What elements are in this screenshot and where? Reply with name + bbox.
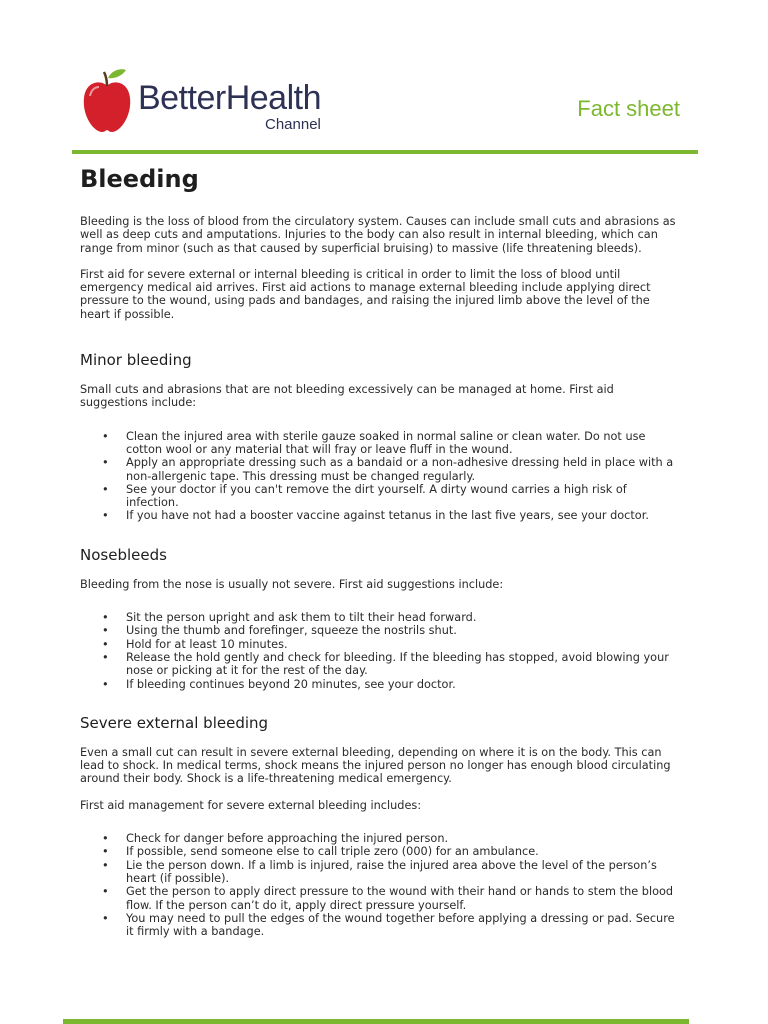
section-paragraph: Even a small cut can result in severe external bleeding, depending on where it is on the body. This can lead to shock. In medical terms, shock means the injured person no longer has enough blood circulating around their body. Shock is a life-threatening medical emergency.	[80, 745, 671, 786]
minor-bleeding-list	[80, 430, 680, 523]
list-item: • Lie the person down. If a limb is injured, raise the injured area above the level of the person’s heart (if possible).	[80, 859, 680, 886]
list-item: • If bleeding continues beyond 20 minutes, see your doctor.	[80, 678, 680, 691]
list-item: • If you have not had a booster vaccine against tetanus in the last five years, see your doctor.	[80, 509, 680, 522]
list-item: • Check for danger before approaching the injured person.	[80, 832, 680, 845]
brand-subtitle: Channel	[265, 116, 321, 133]
intro-paragraph: First aid for severe external or internal bleeding is critical in order to limit the loss of blood until emergency medical aid arrives. First aid actions to manage external bleeding include applying direct pressure to the wound, using pads and bandages, and raising the injured limb above the level of the heart if possible.	[80, 267, 651, 321]
section-paragraph: Small cuts and abrasions that are not bleeding excessively can be managed at home. First aid suggestions include:	[80, 383, 614, 410]
brand-logo	[138, 79, 321, 133]
page-title: Bleeding	[80, 165, 199, 193]
header	[80, 66, 680, 146]
list-item: • Get the person to apply direct pressure to the wound with their hand or hands to stem the blood flow. If the person can’t do it, apply direct pressure yourself.	[80, 885, 680, 912]
list-item: • See your doctor if you can't remove the dirt yourself. A dirty wound carries a high risk of infection.	[80, 483, 680, 510]
section-paragraph: Bleeding from the nose is usually not severe. First aid suggestions include:	[80, 577, 504, 591]
brand-name: BetterHealth	[138, 79, 321, 117]
main-content	[80, 164, 680, 938]
apple-logo-icon	[80, 66, 134, 136]
list-item: • Apply an appropriate dressing such as a bandaid or a non-adhesive dressing held in place with a non-allergenic tape. This dressing must be changed regularly.	[80, 456, 680, 483]
section-heading-minor: Minor bleeding	[80, 351, 192, 370]
section-heading-severe: Severe external bleeding	[80, 713, 269, 732]
header-divider	[72, 150, 698, 154]
severe-bleeding-list	[80, 832, 680, 938]
list-item: • Hold for at least 10 minutes.	[80, 638, 680, 651]
list-item: • Release the hold gently and check for bleeding. If the bleeding has stopped, avoid blowing your nose or picking at it for the rest of the day.	[80, 651, 680, 678]
section-paragraph: First aid management for severe external bleeding includes:	[80, 798, 422, 812]
doc-type-label: Fact sheet	[577, 96, 680, 121]
nosebleeds-list	[80, 611, 680, 691]
list-item: • Using the thumb and forefinger, squeeze the nostrils shut.	[80, 624, 680, 637]
intro-paragraph: Bleeding is the loss of blood from the circulatory system. Causes can include small cuts and abrasions as well as deep cuts and amputations. Injuries to the body can also result in internal bleeding, which can range from minor (such as that caused by superficial bruising) to massive (life threatening bleeds).	[80, 215, 676, 255]
section-heading-nosebleeds: Nosebleeds	[80, 545, 167, 564]
list-item: • You may need to pull the edges of the wound together before applying a dressing or pad. Secure it firmly with a bandage.	[80, 912, 680, 939]
list-item: • Clean the injured area with sterile gauze soaked in normal saline or clean water. Do not use cotton wool or any material that will fray or leave fluff in the wound.	[80, 430, 680, 457]
footer-divider	[63, 1019, 689, 1024]
list-item: • Sit the person upright and ask them to tilt their head forward.	[80, 611, 680, 624]
list-item: • If possible, send someone else to call triple zero (000) for an ambulance.	[80, 845, 680, 858]
